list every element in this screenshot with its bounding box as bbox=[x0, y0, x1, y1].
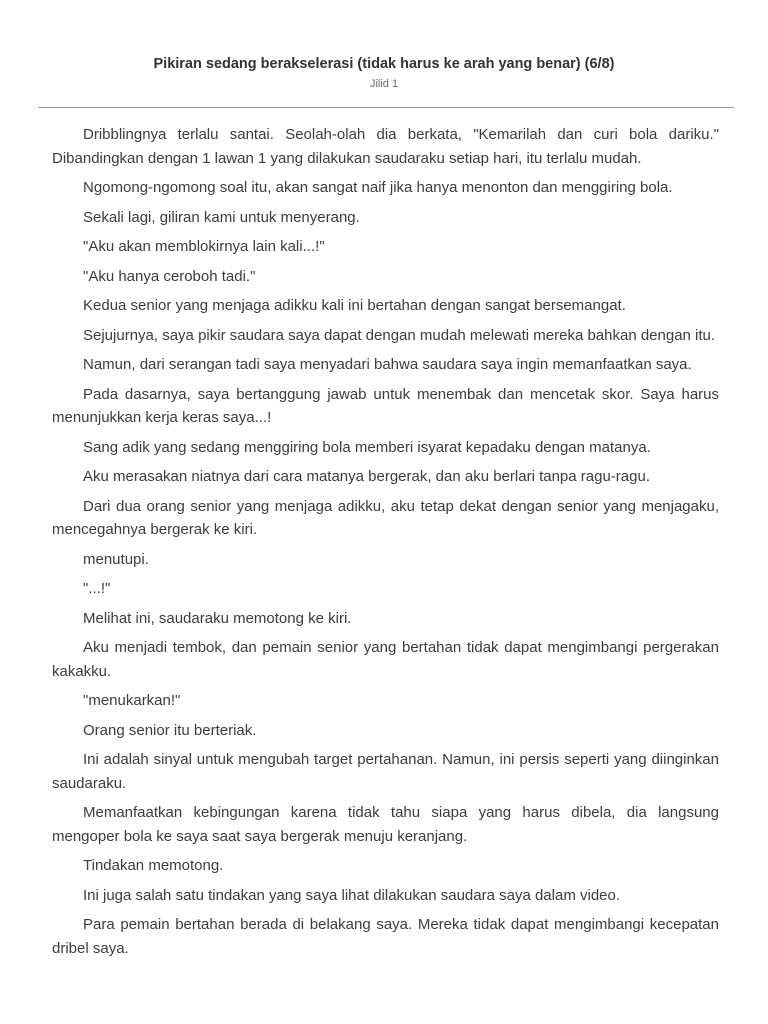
paragraph: "menukarkan!" bbox=[83, 692, 181, 709]
paragraph: Tindakan memotong. bbox=[83, 857, 224, 874]
paragraph: Memanfaatkan kebingungan karena tidak tahu siapa yang harus dibela, dia langsung mengoper bola ke saya saat saya bergerak menuju keranjang. bbox=[52, 804, 719, 845]
paragraph: Orang senior itu berteriak. bbox=[83, 721, 257, 739]
paragraph: Dari dua orang senior yang menjaga adikku, aku tetap dekat dengan senior yang menjagaku, mencegahnya bergerak ke kiri. bbox=[52, 497, 719, 538]
paragraph: Para pemain bertahan berada di belakang saya. Mereka tidak dapat mengimbangi kecepatan dribel saya. bbox=[52, 916, 719, 957]
paragraph: "Aku akan memblokirnya lain kali...!" bbox=[83, 238, 325, 255]
paragraph: menutupi. bbox=[83, 550, 149, 568]
paragraph: Sang adik yang sedang menggiring bola memberi isyarat kepadaku dengan matanya. bbox=[83, 438, 651, 456]
paragraph: Namun, dari serangan tadi saya menyadari bahwa saudara saya ingin memanfaatkan saya. bbox=[83, 356, 692, 373]
paragraph: Ini juga salah satu tindakan yang saya lihat dilakukan saudara saya dalam video. bbox=[83, 886, 621, 904]
paragraph: Pada dasarnya, saya bertanggung jawab untuk menembak dan mencetak skor. Saya harus menunjukkan kerja keras saya...! bbox=[52, 385, 719, 426]
paragraph: Kedua senior yang menjaga adikku kali ini bertahan dengan sangat bersemangat. bbox=[83, 297, 626, 314]
chapter-body bbox=[52, 123, 719, 966]
chapter-title: Pikiran sedang berakselerasi (tidak harus ke arah yang benar) (6/8) bbox=[153, 56, 615, 72]
chapter-header bbox=[0, 0, 768, 91]
paragraph: Aku merasakan niatnya dari cara matanya bergerak, dan aku berlari tanpa ragu-ragu. bbox=[83, 468, 650, 485]
paragraph: Sekali lagi, giliran kami untuk menyerang. bbox=[83, 208, 360, 226]
paragraph: Dribblingnya terlalu santai. Seolah-olah dia berkata, "Kemarilah dan curi bola dariku." Dibandingkan dengan 1 lawan 1 yang dilakukan saudaraku setiap hari, itu terlalu mudah. bbox=[52, 126, 719, 167]
header-divider bbox=[38, 107, 734, 108]
paragraph: Sejujurnya, saya pikir saudara saya dapat dengan mudah melewati mereka bahkan dengan itu. bbox=[83, 326, 716, 344]
paragraph: Melihat ini, saudaraku memotong ke kiri. bbox=[83, 609, 352, 627]
paragraph: "...!" bbox=[83, 580, 111, 597]
paragraph: Ini adalah sinyal untuk mengubah target pertahanan. Namun, ini persis seperti yang diinginkan saudaraku. bbox=[52, 751, 719, 792]
paragraph: Ngomong-ngomong soal itu, akan sangat naif jika hanya menonton dan menggiring bola. bbox=[83, 179, 673, 196]
paragraph: "Aku hanya ceroboh tadi." bbox=[83, 267, 256, 285]
paragraph: Aku menjadi tembok, dan pemain senior yang bertahan tidak dapat mengimbangi pergerakan kakakku. bbox=[52, 639, 719, 680]
volume-label: Jilid 1 bbox=[369, 78, 399, 90]
